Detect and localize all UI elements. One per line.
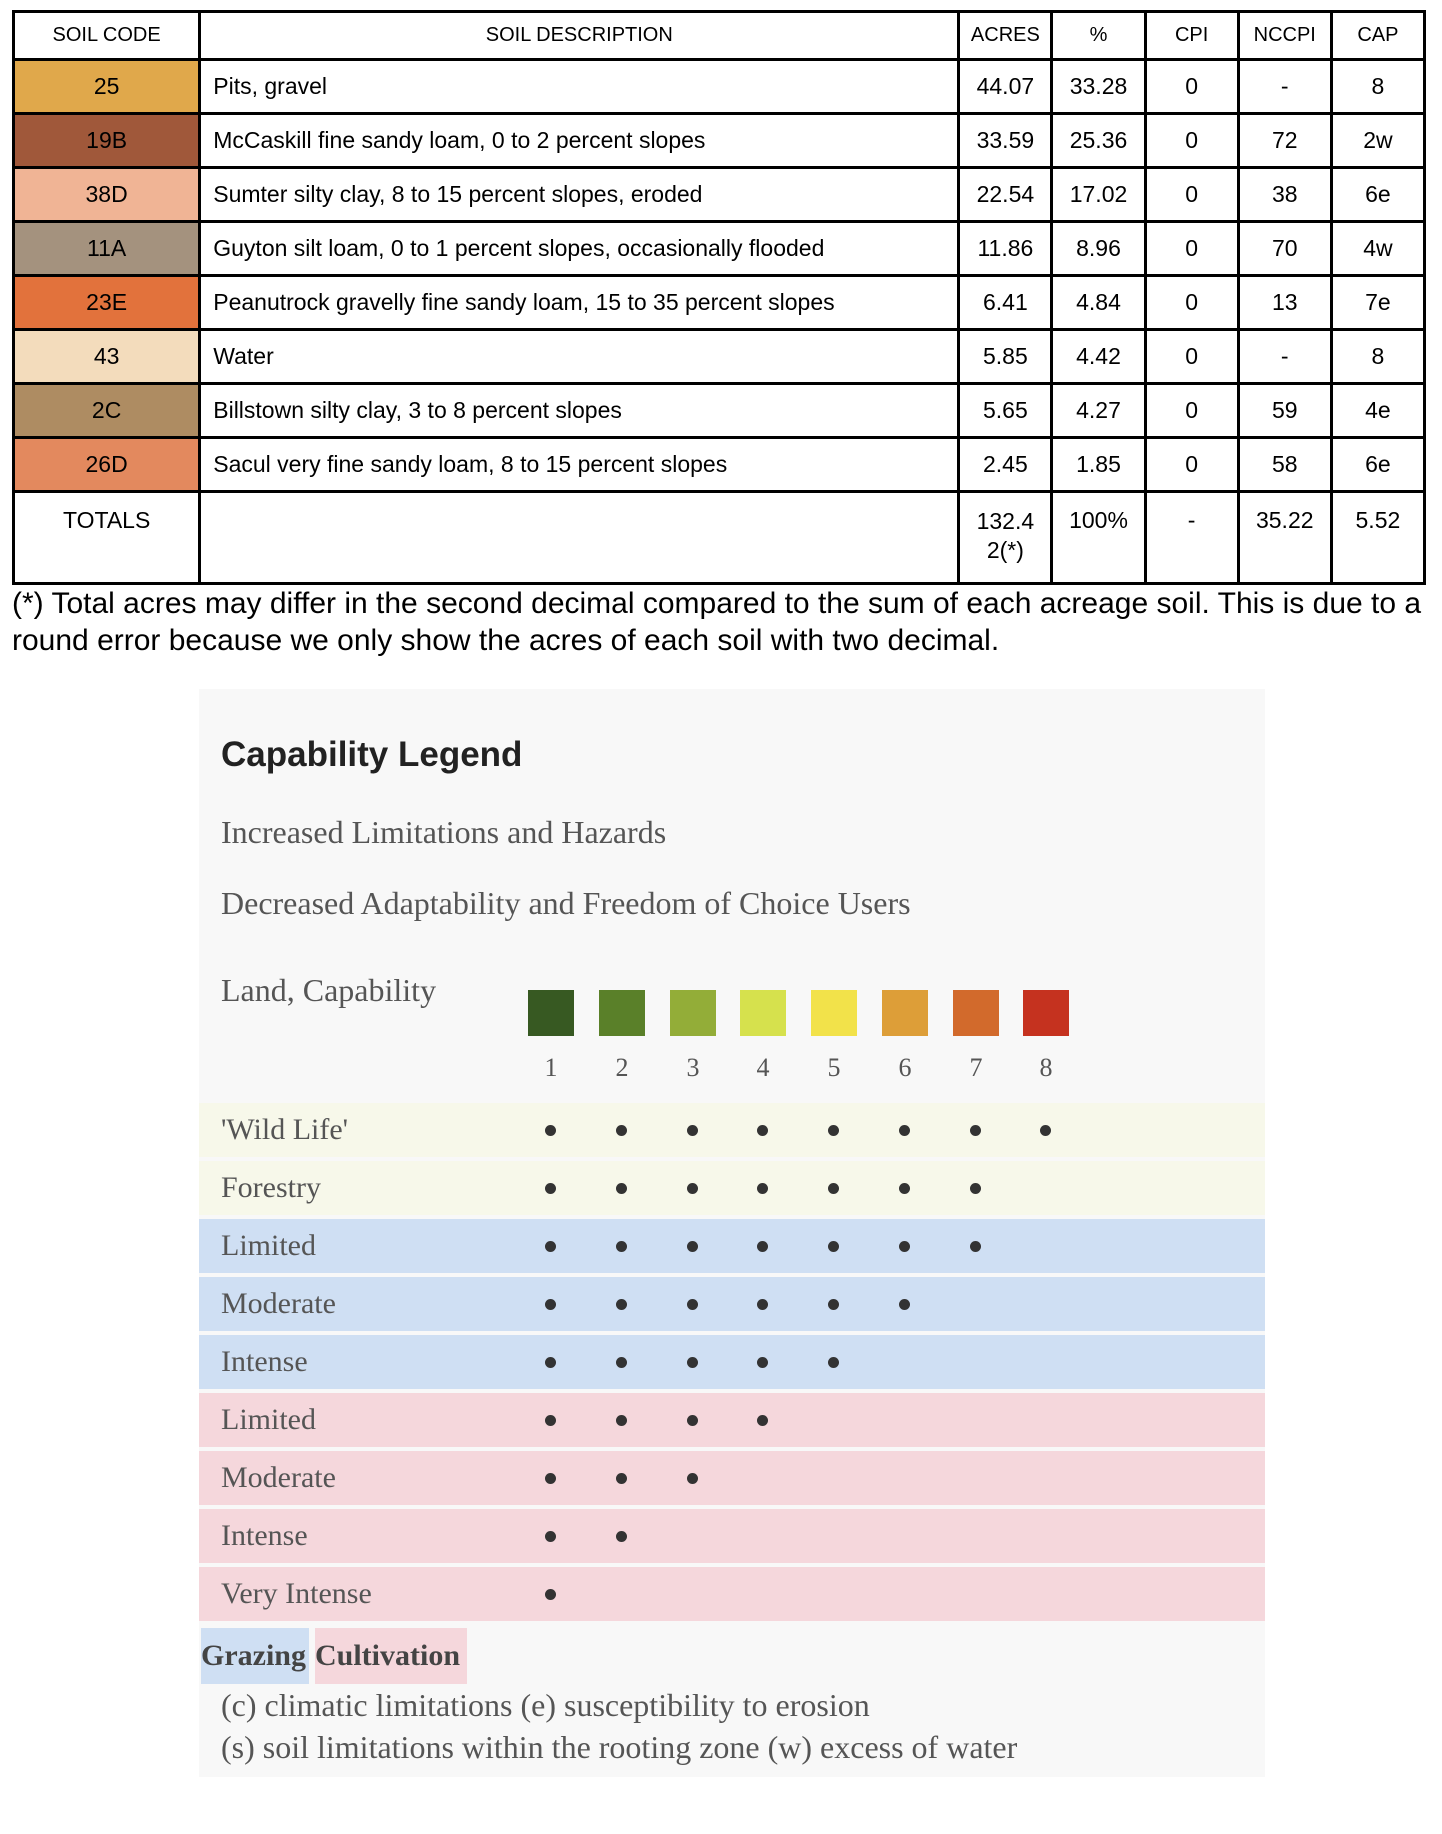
class-5-number: 5 (827, 1053, 841, 1082)
class-3-number: 3 (686, 1053, 700, 1082)
totals-nccpi: 35.22 (1238, 492, 1331, 584)
class-2-dot (616, 1531, 627, 1542)
soil-code-cell: 38D (14, 168, 200, 222)
grazing-key: Grazing (201, 1628, 309, 1684)
header-nccpi: NCCPI (1238, 12, 1331, 60)
totals-cap: 5.52 (1331, 492, 1424, 584)
soil-code-cell: 25 (14, 60, 200, 114)
totals-acres-line1: 132.4 (976, 508, 1035, 534)
table-row (14, 222, 1425, 276)
class-5-dot (828, 1241, 839, 1252)
percent-cell: 4.84 (1052, 276, 1145, 330)
cap-cell: 4e (1331, 384, 1424, 438)
cpi-cell: 0 (1145, 222, 1238, 276)
class-8-number: 8 (1039, 1053, 1053, 1082)
header-percent: % (1052, 12, 1145, 60)
class-1-dot (545, 1415, 556, 1426)
nccpi-cell: 59 (1238, 384, 1331, 438)
use-label: Limited (221, 1403, 316, 1436)
class-1-swatch (528, 990, 574, 1036)
acres-cell: 2.45 (959, 438, 1052, 492)
class-4-number: 4 (756, 1053, 770, 1082)
acres-cell: 5.85 (959, 330, 1052, 384)
nccpi-cell: 58 (1238, 438, 1331, 492)
class-1-dot (545, 1125, 556, 1136)
class-7-dot (970, 1183, 981, 1194)
soil-code-cell: 2C (14, 384, 200, 438)
acres-cell: 33.59 (959, 114, 1052, 168)
soil-description-cell: Guyton silt loam, 0 to 1 percent slopes, occasionally flooded (200, 222, 959, 276)
cap-cell: 8 (1331, 330, 1424, 384)
use-row-wildlife (199, 1161, 1265, 1215)
use-label: Very Intense (221, 1577, 372, 1610)
class-1-number: 1 (544, 1053, 558, 1082)
use-row-cultivation (199, 1451, 1265, 1505)
legend-title: Capability Legend (221, 735, 523, 774)
percent-cell: 4.42 (1052, 330, 1145, 384)
class-6-dot (899, 1241, 910, 1252)
soil-description-cell: Sacul very fine sandy loam, 8 to 15 percent slopes (200, 438, 959, 492)
legend-adaptability-line: Decreased Adaptability and Freedom of Choice Users (221, 885, 911, 921)
soil-code-cell: 23E (14, 276, 200, 330)
table-row (14, 168, 1425, 222)
class-7-swatch (953, 990, 999, 1036)
soil-code-cell: 26D (14, 438, 200, 492)
class-8-swatch (1023, 990, 1069, 1036)
table-row (14, 438, 1425, 492)
class-4-dot (757, 1183, 768, 1194)
class-2-dot (616, 1183, 627, 1194)
class-5-swatch (811, 990, 857, 1036)
use-label: Moderate (221, 1461, 336, 1494)
class-5-dot (828, 1299, 839, 1310)
acres-cell: 44.07 (959, 60, 1052, 114)
class-4-dot (757, 1125, 768, 1136)
legend-limitations-line: Increased Limitations and Hazards (221, 814, 667, 850)
nccpi-cell: - (1238, 330, 1331, 384)
class-1-dot (545, 1357, 556, 1368)
use-label: Intense (221, 1345, 308, 1378)
class-2-dot (616, 1125, 627, 1136)
class-2-dot (616, 1299, 627, 1310)
soil-description-cell: Peanutrock gravelly fine sandy loam, 15 to 35 percent slopes (200, 276, 959, 330)
class-5-dot (828, 1125, 839, 1136)
class-1-dot (545, 1183, 556, 1194)
soil-description-cell: McCaskill fine sandy loam, 0 to 2 percent slopes (200, 114, 959, 168)
class-1-dot (545, 1241, 556, 1252)
use-label: Limited (221, 1229, 316, 1262)
cpi-cell: 0 (1145, 384, 1238, 438)
class-3-dot (687, 1183, 698, 1194)
acres-cell: 22.54 (959, 168, 1052, 222)
class-6-dot (899, 1125, 910, 1136)
table-row (14, 384, 1425, 438)
soil-description-cell: Pits, gravel (200, 60, 959, 114)
cpi-cell: 0 (1145, 114, 1238, 168)
class-3-dot (687, 1241, 698, 1252)
use-row-cultivation (199, 1567, 1265, 1621)
class-2-dot (616, 1357, 627, 1368)
class-7-dot (970, 1125, 981, 1136)
cpi-cell: 0 (1145, 330, 1238, 384)
percent-cell: 8.96 (1052, 222, 1145, 276)
class-4-swatch (740, 990, 786, 1036)
soil-description-cell: Water (200, 330, 959, 384)
class-3-swatch (670, 990, 716, 1036)
class-2-dot (616, 1241, 627, 1252)
class-4-dot (757, 1299, 768, 1310)
legend-land-capability-label: Land, Capability (221, 972, 437, 1008)
table-row (14, 276, 1425, 330)
cap-cell: 2w (1331, 114, 1424, 168)
acres-cell: 6.41 (959, 276, 1052, 330)
percent-cell: 25.36 (1052, 114, 1145, 168)
use-label: 'Wild Life' (221, 1113, 349, 1146)
class-3-dot (687, 1125, 698, 1136)
class-5-dot (828, 1183, 839, 1194)
class-4-dot (757, 1241, 768, 1252)
totals-acres (959, 492, 1052, 584)
cap-cell: 8 (1331, 60, 1424, 114)
class-2-swatch (599, 990, 645, 1036)
cap-cell: 6e (1331, 438, 1424, 492)
table-row (14, 330, 1425, 384)
nccpi-cell: 72 (1238, 114, 1331, 168)
use-row-wildlife (199, 1103, 1265, 1157)
soil-description-cell: Billstown silty clay, 3 to 8 percent slopes (200, 384, 959, 438)
use-row-grazing (199, 1335, 1265, 1389)
totals-cpi: - (1145, 492, 1238, 584)
header-cap: CAP (1331, 12, 1424, 60)
percent-cell: 17.02 (1052, 168, 1145, 222)
class-1-dot (545, 1473, 556, 1484)
class-3-dot (687, 1473, 698, 1484)
class-3-dot (687, 1415, 698, 1426)
acres-cell: 11.86 (959, 222, 1052, 276)
header-soil-code: SOIL CODE (14, 12, 200, 60)
header-acres: ACRES (959, 12, 1052, 60)
soil-table (12, 10, 1426, 585)
totals-acres-line2: 2(*) (986, 537, 1024, 563)
cpi-cell: 0 (1145, 60, 1238, 114)
class-2-number: 2 (615, 1053, 629, 1082)
class-4-dot (757, 1357, 768, 1368)
class-4-dot (757, 1415, 768, 1426)
class-6-dot (899, 1183, 910, 1194)
class-1-dot (545, 1299, 556, 1310)
percent-cell: 1.85 (1052, 438, 1145, 492)
percent-cell: 33.28 (1052, 60, 1145, 114)
acres-cell: 5.65 (959, 384, 1052, 438)
use-label: Moderate (221, 1287, 336, 1320)
class-7-number: 7 (969, 1053, 983, 1082)
class-7-dot (970, 1241, 981, 1252)
nccpi-cell: 70 (1238, 222, 1331, 276)
use-label: Intense (221, 1519, 308, 1552)
legend-note-climatic: (c) climatic limitations (e) susceptibility to erosion (221, 1687, 870, 1723)
class-1-dot (545, 1531, 556, 1542)
cap-cell: 6e (1331, 168, 1424, 222)
cultivation-key: Cultivation (315, 1628, 467, 1684)
class-6-number: 6 (898, 1053, 912, 1082)
class-3-dot (687, 1357, 698, 1368)
nccpi-cell: - (1238, 60, 1331, 114)
totals-percent: 100% (1052, 492, 1145, 584)
cpi-cell: 0 (1145, 438, 1238, 492)
cpi-cell: 0 (1145, 168, 1238, 222)
soil-description-cell: Sumter silty clay, 8 to 15 percent slopes, eroded (200, 168, 959, 222)
use-row-cultivation (199, 1509, 1265, 1563)
table-row (14, 60, 1425, 114)
nccpi-cell: 13 (1238, 276, 1331, 330)
cap-cell: 7e (1331, 276, 1424, 330)
class-2-dot (616, 1415, 627, 1426)
use-row-grazing (199, 1219, 1265, 1273)
class-1-dot (545, 1589, 556, 1600)
cpi-cell: 0 (1145, 276, 1238, 330)
class-5-dot (828, 1357, 839, 1368)
use-row-grazing (199, 1277, 1265, 1331)
header-soil-description: SOIL DESCRIPTION (200, 12, 959, 60)
class-6-swatch (882, 990, 928, 1036)
use-row-cultivation (199, 1393, 1265, 1447)
class-3-dot (687, 1299, 698, 1310)
class-2-dot (616, 1473, 627, 1484)
nccpi-cell: 38 (1238, 168, 1331, 222)
legend-note-soil: (s) soil limitations within the rooting zone (w) excess of water (221, 1729, 1018, 1765)
soil-code-cell: 11A (14, 222, 200, 276)
soil-code-cell: 19B (14, 114, 200, 168)
capability-legend (199, 689, 1265, 1777)
table-header-row (14, 12, 1425, 60)
class-8-dot (1040, 1125, 1051, 1136)
totals-label: TOTALS (14, 492, 200, 584)
totals-description (200, 492, 959, 584)
cap-cell: 4w (1331, 222, 1424, 276)
class-6-dot (899, 1299, 910, 1310)
percent-cell: 4.27 (1052, 384, 1145, 438)
totals-row (14, 492, 1425, 584)
table-row (14, 114, 1425, 168)
use-label: Forestry (221, 1171, 321, 1204)
soil-code-cell: 43 (14, 330, 200, 384)
header-cpi: CPI (1145, 12, 1238, 60)
footnote: (*) Total acres may differ in the second decimal compared to the sum of each acreage soil. This is due to a round error because we only show the acres of each soil with two decimal. (12, 587, 1422, 657)
